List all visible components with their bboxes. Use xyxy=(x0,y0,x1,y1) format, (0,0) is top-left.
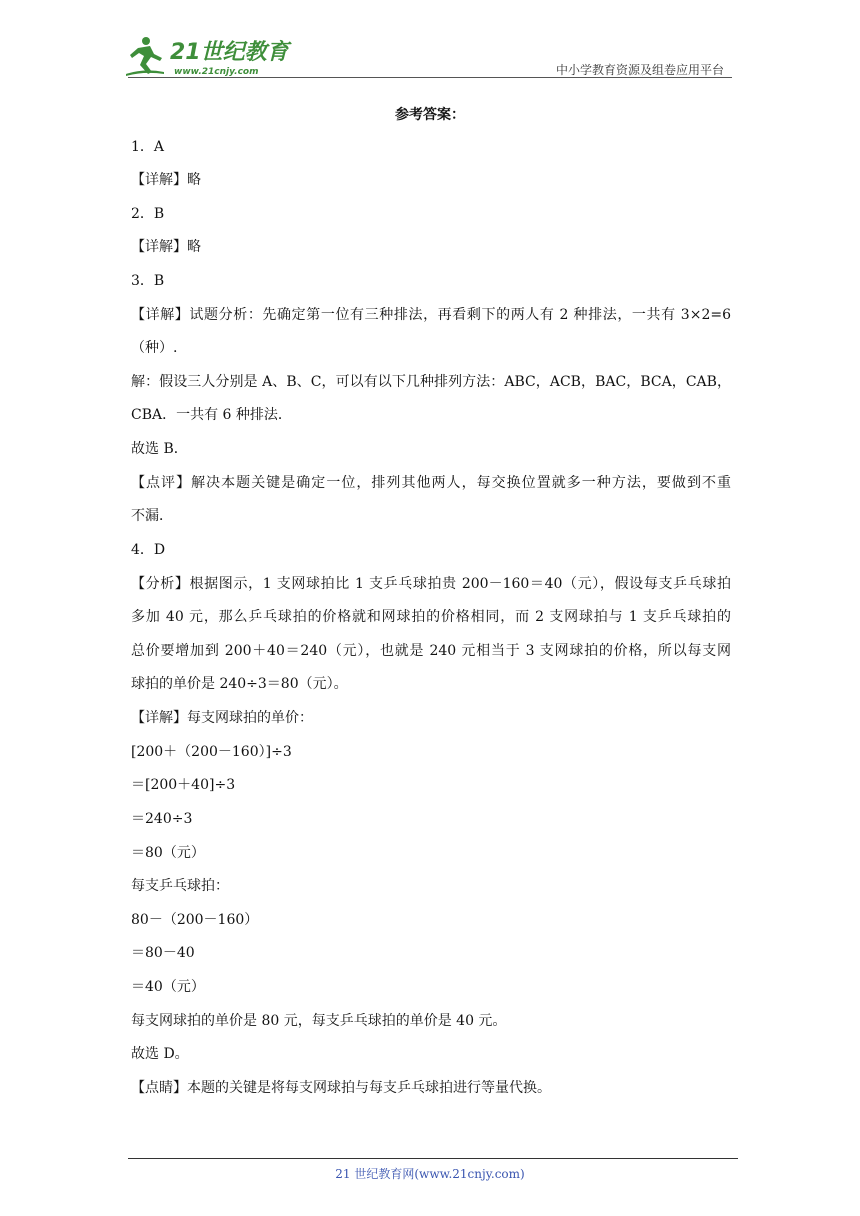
footer-divider xyxy=(128,1158,738,1159)
answer-line: 故选 B． xyxy=(131,441,188,457)
answer-line: 80－（200－160） xyxy=(131,912,259,928)
page-header xyxy=(0,0,860,80)
answer-line: 2．B xyxy=(131,206,165,222)
answer-line: 不漏． xyxy=(131,508,173,524)
answer-line: 4．D xyxy=(131,542,166,558)
logo-text: 21世纪教育 xyxy=(170,40,289,65)
answer-line: 球拍的单价是 240÷3＝80（元）。 xyxy=(131,676,348,692)
answer-line: 【详解】试题分析：先确定第一位有三种排法，再看剩下的两人有 2 种排法，一共有 3×2=6 xyxy=(131,307,731,323)
answer-line: 【分析】根据图示，1 支网球拍比 1 支乒乓球拍贵 200－160＝40（元），假设每支乒乓球拍 xyxy=(131,576,731,592)
answer-line: 1．A xyxy=(131,139,165,155)
answer-line: （种）. xyxy=(131,340,178,356)
answer-line: 每支乒乓球拍： xyxy=(131,878,229,894)
answer-line: 解：假设三人分别是 A、B、C，可以有以下几种排列方法：ABC，ACB，BAC，BCA，CAB， xyxy=(131,374,731,390)
platform-name: 中小学教育资源及组卷应用平台 xyxy=(555,63,724,77)
answer-line: 【详解】略 xyxy=(131,172,201,188)
answer-line: ＝80－40 xyxy=(131,945,195,961)
answer-line: 【点睛】本题的关键是将每支网球拍与每支乒乓球拍进行等量代换。 xyxy=(131,1080,551,1096)
logo-url: www.21cnjy.com xyxy=(174,67,259,77)
answer-line: 多加 40 元，那么乒乓球拍的价格就和网球拍的价格相同，而 2 支网球拍与 1 支乒乓球拍的 xyxy=(131,609,731,625)
page-title: 参考答案： xyxy=(395,107,465,123)
answer-line: ＝80（元） xyxy=(131,845,205,861)
answer-line: 故选 D。 xyxy=(131,1046,189,1062)
answer-line: 3．B xyxy=(131,273,165,289)
answer-line: [200＋（200－160）]÷3 xyxy=(131,744,292,760)
header-divider xyxy=(128,77,732,78)
answer-line: 【详解】每支网球拍的单价： xyxy=(131,710,313,726)
answer-line: ＝240÷3 xyxy=(131,811,193,827)
answer-line: 【点评】解决本题关键是确定一位，排列其他两人，每交换位置就多一种方法，要做到不重 xyxy=(131,475,731,491)
footer-text: 21 世纪教育网(www.21cnjy.com) xyxy=(335,1167,525,1181)
answer-line: 【详解】略 xyxy=(131,239,201,255)
answer-line: CBA．一共有 6 种排法． xyxy=(131,407,292,423)
answer-line: 总价要增加到 200＋40＝240（元），也就是 240 元相当于 3 支网球拍的价格，所以每支网 xyxy=(131,643,731,659)
answer-line: ＝[200＋40]÷3 xyxy=(131,777,236,793)
logo xyxy=(124,32,294,78)
answer-line: ＝40（元） xyxy=(131,979,205,995)
answer-line: 每支网球拍的单价是 80 元，每支乒乓球拍的单价是 40 元。 xyxy=(131,1013,507,1029)
